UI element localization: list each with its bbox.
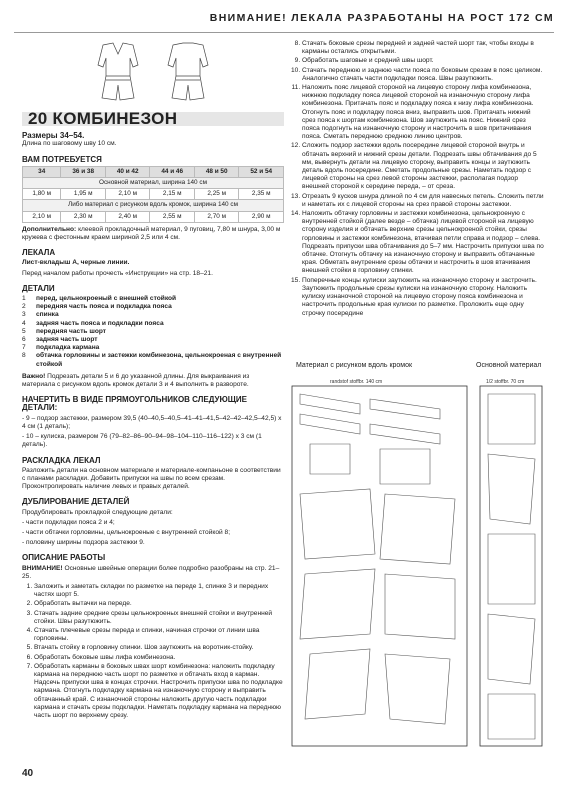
pattern-heading: ЛЕКАЛА <box>22 248 56 258</box>
fold-label-left: randstof stoffbr. 140 cm <box>330 379 383 385</box>
amount-cell: 1,95 м <box>61 189 106 200</box>
work-step: 8. Стачать боковые срезы передней и задней частей шорт так, чтобы входы в карманы остались открытыми. <box>302 40 545 56</box>
extra-materials <box>22 226 284 242</box>
detail-number: 2 <box>22 303 26 311</box>
work-step: 2. Обработать вытачки на переде. <box>34 600 284 608</box>
size-col: 44 и 46 <box>150 166 195 177</box>
work-step: 10. Стачать переднюю и заднюю части пояса по боковым срезам в пояс целиком. Аналогично стачать части подкладки пояса. Швы разутюжить. <box>302 67 545 83</box>
size-col: 34 <box>23 166 61 177</box>
work-attention <box>22 565 284 581</box>
material-subheading: Основной материал, ширина 140 см <box>23 178 284 189</box>
amount-cell: 2,40 м <box>105 211 150 222</box>
amount-cell: 2,70 м <box>194 211 239 222</box>
detail-number: 8 <box>22 352 26 360</box>
dup-item: - части подкладки пояса 2 и 4; <box>22 518 115 526</box>
detail-text: обтачка горловины и застежки комбинезона, цельнокроеная с внутренней стойкой <box>36 352 282 368</box>
rect-heading: НАЧЕРТИТЬ В ВИДЕ ПРЯМОУГОЛЬНИКОВ СЛЕДУЮЩИЕ ДЕТАЛИ: <box>22 395 247 413</box>
jumpsuit-sketch-icon <box>78 40 228 110</box>
detail-item <box>22 311 284 319</box>
amount-cell: 2,25 м <box>194 189 239 200</box>
detail-number: 4 <box>22 319 26 327</box>
materials-heading: ВАМ ПОТРЕБУЕТСЯ <box>22 154 102 164</box>
detail-text: задняя часть пояса и подкладки пояса <box>36 319 164 327</box>
work-step: 5. Втачать стойку в горловину спинки. Шов заутюжить на воротник-стойку. <box>34 644 284 652</box>
work-step: 6. Обработать боковые швы лифа комбинезона. <box>34 654 284 662</box>
detail-item <box>22 352 284 368</box>
dup-item: - части обтачки горловины, цельнокроеные с внутренней стойкой 8; <box>22 528 231 536</box>
detail-number: 7 <box>22 344 26 352</box>
rect-item: - 9 – подзор застежки, размером 39,5 (40–40,5–40,5–41–41–41,5–42–42–42,5–42,5) х 4 см (1 деталь); <box>22 414 282 430</box>
attention-text: Основные швейные операции более подробно разобраны на стр. 21–25. <box>22 564 280 580</box>
detail-number: 5 <box>22 327 26 335</box>
layout-schemes <box>290 362 545 747</box>
rect-item: - 10 – кулиска, размером 76 (79–82–86–90–94–98–104–110–116–122) х 3 см (1 деталь). <box>22 433 262 449</box>
size-col: 48 и 50 <box>194 166 239 177</box>
detail-item <box>22 303 284 311</box>
detail-number: 3 <box>22 311 26 319</box>
detail-item <box>22 295 284 303</box>
detail-number: 1 <box>22 295 26 303</box>
detail-text: задняя часть шорт <box>36 336 98 344</box>
amount-cell: 2,10 м <box>105 189 150 200</box>
size-col: 52 и 54 <box>239 166 284 177</box>
work-step: 3. Стачать задние средние срезы цельнокроеных внешней стойки и внутренней стойки. Швы разутюжить. <box>34 610 284 626</box>
details-heading: ДЕТАЛИ <box>22 283 55 293</box>
page-number: 40 <box>22 768 34 779</box>
detail-number: 6 <box>22 336 26 344</box>
size-col: 36 и 38 <box>61 166 106 177</box>
right-column <box>290 40 545 319</box>
amount-cell: 2,90 м <box>239 211 284 222</box>
important-label: Важно! <box>22 372 46 380</box>
scheme-right-label: Основной материал <box>476 362 542 369</box>
important-text: Подрезать детали 5 и 6 до указанной длины. Для выкраивания из материала с рисунком вдоль кромок детали 3 и 4 выполнить в развороте. <box>22 372 250 389</box>
extra-label: Дополнительно: <box>22 225 77 233</box>
materials-table <box>22 166 284 223</box>
detail-text: перед, цельнокроеный с внешней стойкой <box>36 295 177 303</box>
work-heading: ОПИСАНИЕ РАБОТЫ <box>22 553 106 563</box>
size-col: 40 и 42 <box>105 166 150 177</box>
inseam-length: Длина по шаговому шву 10 см. <box>22 140 117 148</box>
cutting-layout-diagram <box>290 374 545 749</box>
amount-cell: 2,15 м <box>150 189 195 200</box>
work-step: 13. Отрезать 9 кусков шнура длиной по 4 см для навесных петель. Сложить петли и наметать их с лицевой стороны на срез правой стороны застежки. <box>302 193 545 209</box>
fabric-left-rect <box>292 386 467 746</box>
material-subheading: Либо материал с рисунком вдоль кромок, ширина 140 см <box>23 200 284 211</box>
detail-item <box>22 328 284 336</box>
work-step: 11. Наложить пояс лицевой стороной на лицевую сторону лифа комбинезона, нижнюю подкладку пояса лицевой стороной на изнаночную сторону лифа комбинезона. Притачать пояс и подкладку пояса к низу лифа комбинезона. Отогнуть пояс и подкладку пояса вниз, выправить шов. Притачать нижний срез пояса к шортам комбинезона. Шов заутюжить на пояс. Нижний срез пояса подогнуть на изнаночную сторону и настрочить в шов притачивания пояса. Сметать переднюю среднюю линию центров. <box>302 84 545 141</box>
detail-text: передняя часть пояса и подкладка пояса <box>36 303 172 311</box>
work-step: 15. Поперечные концы кулиски заутюжить на изнаночную сторону и застрочить. Заутюжить продольные срезы кулиски на изнаночную сторону. Наложить кулиску изнаночной стороной на лицевую сторону пояса комбинезона и настрочить продольные края кулиски по разметке. Проложить еще одну строчку посередине <box>302 277 545 318</box>
dup-item: - половину ширины подзора застежки 9. <box>22 539 145 547</box>
amount-cell: 1,80 м <box>23 189 61 200</box>
fabric-right-rect <box>480 386 542 746</box>
fold-label-right: 1/2 stoffbr. 70 cm <box>486 379 525 385</box>
scheme-left-label: Материал с рисунком вдоль кромок <box>296 362 413 369</box>
pattern-sheet: Лист-вкладыш А, черные линии. <box>22 259 130 267</box>
detail-text: спинка <box>36 311 59 319</box>
detail-item <box>22 336 284 344</box>
detail-text: подкладка кармана <box>36 344 100 352</box>
layout-text: Разложить детали на основном материале и материале-компаньоне в соответствии с планами раскладки. Добавить припуски на швы по всем срезам. Проконтролировать наличие левых и правых деталей. <box>22 466 281 491</box>
extra-text: клеевой прокладочный материал, 9 пуговиц, 7,80 м шнура, 3,00 м кружева с фестонным краем шириной 2,5 или 4 см. <box>22 225 281 242</box>
amount-cell: 2,55 м <box>150 211 195 222</box>
work-step: 7. Обработать карманы в боковых швах шорт комбинезона: наложить подкладку кармана на переднюю часть шорт по разметке и обтачать вход в карман. Надсечь припуски шва в концах строчки. Настрочить припуски шва по подкладке кармана. Отогнуть подкладку кармана на изнаночную сторону и выправить обтачанный край. С изнаночной стороны наложить другую часть подкладки кармана и стачать срезы подкладки. Наметать подкладку кармана на переднюю часть шорт по верхнему срезу. <box>34 663 284 720</box>
pattern-note: Перед началом работы прочесть «Инструкции» на стр. 18–21. <box>22 269 213 277</box>
amount-cell: 2,10 м <box>23 211 61 222</box>
work-step: 9. Обработать шаговые и средний швы шорт. <box>302 57 545 65</box>
detail-text: передняя часть шорт <box>36 327 107 335</box>
dup-intro: Продублировать прокладкой следующие детали: <box>22 508 173 516</box>
page-header <box>14 10 554 33</box>
work-step: 12. Сложить подзор застежки вдоль посередине лицевой стороной внутрь и обтачать верхний и нижний срезы детали. Подрезать швы обтачивания до 5 мм, вывернуть детали на лицевую сторону, выправить концы и заутюжить деталь вдоль посередине. Сметать продольные срезы. Наметать подзор с лицевой стороны на срез левой стороны застежки, располагая подзор внешней стороной к середине переда, – от среза. <box>302 142 545 191</box>
size-range: Размеры 34–54. <box>22 131 85 141</box>
dup-heading: ДУБЛИРОВАНИЕ ДЕТАЛЕЙ <box>22 497 130 507</box>
amount-cell: 2,30 м <box>61 211 106 222</box>
header-text: ВНИМАНИЕ! ЛЕКАЛА РАЗРАБОТАНЫ НА РОСТ 172 СМ <box>209 12 554 24</box>
important-note <box>22 373 284 389</box>
amount-cell: 2,35 м <box>239 189 284 200</box>
work-step: 4. Стачать плечевые срезы переда и спинки, начиная строчки от линии шва горловины. <box>34 627 284 643</box>
layout-heading: РАСКЛАДКА ЛЕКАЛ <box>22 455 101 465</box>
left-column <box>22 40 284 721</box>
model-title: 20 КОМБИНЕЗОН <box>22 112 284 126</box>
jumpsuit-illustration <box>78 40 228 110</box>
attention-label: ВНИМАНИЕ! <box>22 564 63 572</box>
work-step: 14. Наложить обтачку горловины и застежки комбинезона, цельнокроеную с внутренней стойкой (далее везде – обтачка) лицевой стороной на лицевую сторону изделия и обтачать верхние срезы цельнокроеной стойки, срезы горловины и застежки комбинезона, втачивая петли справа и подзор – слева. Подрезать припуски шва обтачивания до 5–7 мм. Настрочить припуски шва по обтачке. Отогнуть обтачку на изнаночную сторону и выправить обтачанные края. Обметать внутренние срезы обтачки и настрочить в шов втачивания внешней стойки в горловину спинки. <box>302 210 545 276</box>
detail-item <box>22 320 284 328</box>
work-step: 1. Заложить и заметать складки по разметке на переде 1, спинке 3 и передних частях шорт 5. <box>34 583 284 599</box>
